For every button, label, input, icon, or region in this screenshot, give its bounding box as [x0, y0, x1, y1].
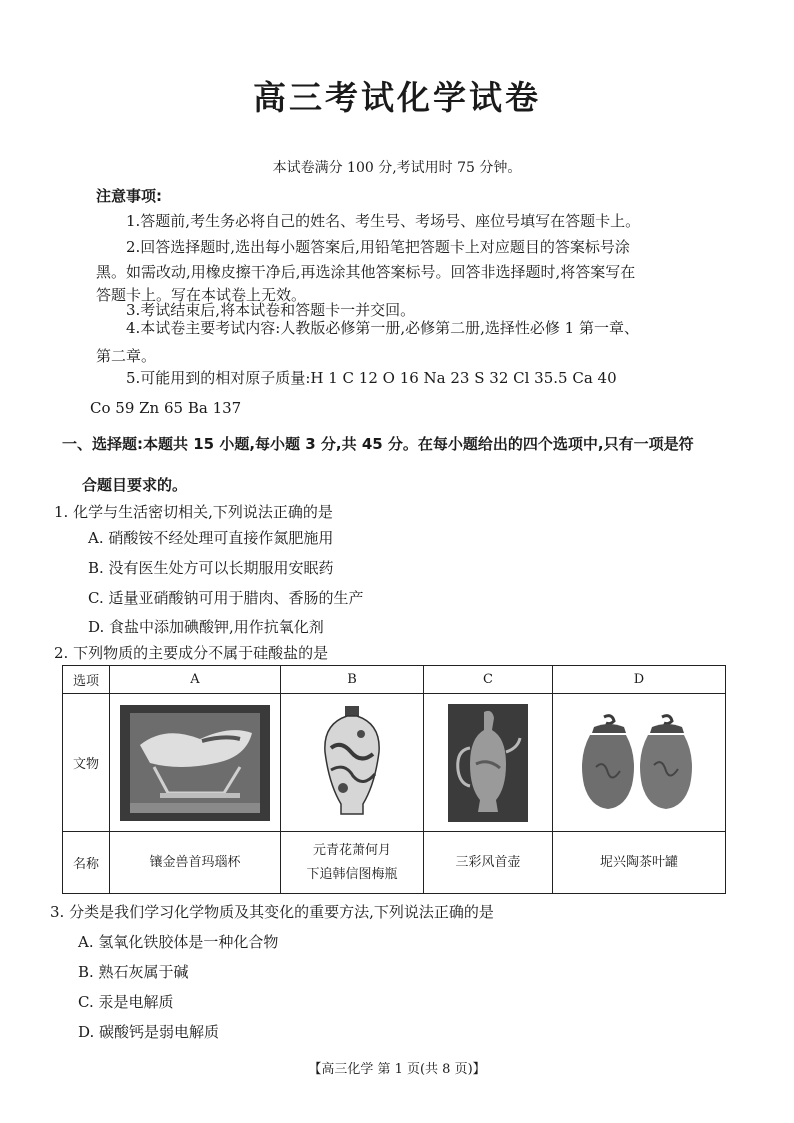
table-column-c: C	[424, 666, 553, 694]
table-row-label-name: 名称	[63, 832, 110, 894]
question-3-option-a: A. 氢氧化铁胶体是一种化合物	[78, 933, 279, 951]
artifact-name-c-text: 三彩风首壶	[455, 854, 521, 870]
table-column-b: B	[281, 666, 424, 694]
notes-line: 1.答题前,考生务必将自己的姓名、考生号、考场号、座位号填写在答题卡上。	[126, 212, 641, 230]
artifact-name-d-text: 坭兴陶茶叶罐	[599, 854, 678, 870]
question-1-stem: 1. 化学与生活密切相关,下列说法正确的是	[54, 503, 333, 521]
section-heading-cont: 合题目要求的。	[82, 476, 188, 494]
question-1-option-a: A. 硝酸铵不经处理可直接作氮肥施用	[88, 529, 334, 547]
question-3-stem: 3. 分类是我们学习化学物质及其变化的重要方法,下列说法正确的是	[50, 903, 494, 921]
artifact-name-b-line1: 元青花萧何月	[312, 842, 391, 858]
tea-jar-image	[574, 711, 704, 815]
artifact-image-d	[553, 694, 726, 832]
question-3-option-d: D. 碳酸钙是弱电解质	[78, 1023, 220, 1041]
table-header-label: 选项	[63, 666, 110, 694]
artifact-name-a	[110, 832, 281, 894]
artifact-image-c	[424, 694, 553, 832]
table-row-label-artifact: 文物	[63, 694, 110, 832]
notes-line: 答题卡上。写在本试卷上无效。	[96, 286, 307, 304]
page-footer: 【高三化学 第 1 页(共 8 页)】	[308, 1062, 486, 1077]
notes-heading: 注意事项:	[96, 187, 162, 205]
question-3-option-c: C. 汞是电解质	[78, 993, 174, 1011]
phoenix-ewer-image	[448, 704, 528, 822]
question-2-stem: 2. 下列物质的主要成分不属于硅酸盐的是	[54, 644, 329, 662]
table-column-d: D	[553, 666, 726, 694]
notes-line: 3.考试结束后,将本试卷和答题卡一并交回。	[126, 301, 416, 319]
notes-line: Co 59 Zn 65 Ba 137	[90, 399, 242, 417]
question-1-option-b: B. 没有医生处方可以长期服用安眠药	[88, 559, 334, 577]
notes-line: 2.回答选择题时,选出每小题答案后,用铅笔把答题卡上对应题目的答案标号涂	[126, 238, 630, 256]
plum-vase-image	[317, 704, 387, 822]
question-2-table	[62, 665, 726, 894]
question-1-option-c: C. 适量亚硝酸钠可用于腊肉、香肠的生产	[88, 589, 364, 607]
section-heading: 一、选择题:本题共 15 小题,每小题 3 分,共 45 分。在每小题给出的四个选项中,只有一项是符	[62, 435, 694, 453]
artifact-name-c	[424, 832, 553, 894]
exam-info: 本试卷满分 100 分,考试用时 75 分钟。	[272, 160, 522, 176]
table-column-a: A	[110, 666, 281, 694]
artifact-name-a-text: 镶金兽首玛瑙杯	[149, 854, 241, 870]
page-title: 高三考试化学试卷	[253, 78, 541, 117]
artifact-name-b	[281, 832, 424, 894]
agate-cup-image	[120, 705, 270, 821]
notes-line: 5.可能用到的相对原子质量:H 1 C 12 O 16 Na 23 S 32 Cl 35.5 Ca 40	[126, 369, 617, 387]
artifact-image-b	[281, 694, 424, 832]
artifact-name-b-line2: 下追韩信图梅瓶	[306, 866, 398, 882]
question-3-option-b: B. 熟石灰属于碱	[78, 963, 189, 981]
artifact-name-d	[553, 832, 726, 894]
notes-line: 4.本试卷主要考试内容:人教版必修第一册,必修第二册,选择性必修 1 第一章、	[126, 319, 639, 337]
notes-line: 黑。如需改动,用橡皮擦干净后,再选涂其他答案标号。回答非选择题时,将答案写在	[96, 263, 636, 281]
artifact-image-a	[110, 694, 281, 832]
question-1-option-d: D. 食盐中添加碘酸钾,用作抗氧化剂	[88, 618, 324, 636]
notes-line: 第二章。	[96, 347, 157, 365]
